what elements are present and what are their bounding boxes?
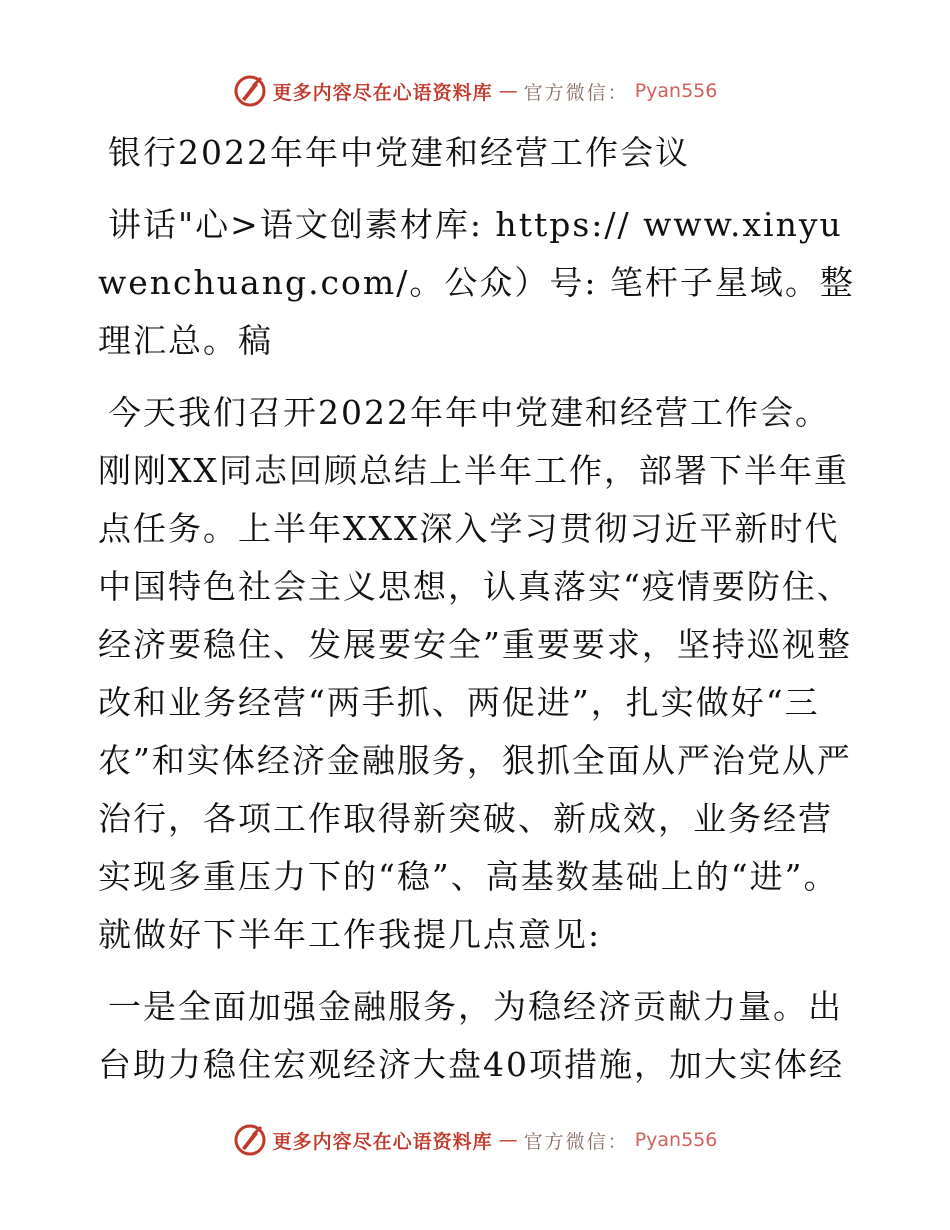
- watermark-wechat-id: Pyan556: [634, 1129, 718, 1151]
- watermark-dash: —: [498, 1129, 518, 1151]
- header-watermark: [0, 74, 950, 108]
- paragraph-1: 今天我们召开2022年年中党建和经营工作会。刚刚XX同志回顾总结上半年工作，部署下半年重点任务。上半年XXX深入学习贯彻习近平新时代中国特色社会主义思想，认真落实“疫情要防住、经济要稳住、发展要安全”重要要求，坚持巡视整改和业务经营“两手抓、两促进”，扎实做好“三农”和实体经济金融服务，狠抓全面从严治党从严治行，各项工作取得新突破、新成效，业务经营实现多重压力下的“稳”、高基数基础上的“进”。就做好下半年工作我提几点意见:: [98, 393, 852, 954]
- document-title: 银行2022年年中党建和经营工作会议: [108, 133, 690, 172]
- watermark-brand: 更多内容尽在心语资料库: [272, 1130, 493, 1153]
- document-body: [98, 124, 858, 1094]
- watermark-wechat-id: Pyan556: [634, 80, 718, 102]
- watermark-wechat-label: 官方微信：: [523, 81, 629, 104]
- quill-logo-icon: [233, 1123, 267, 1157]
- footer-watermark: [0, 1123, 950, 1157]
- watermark-brand: 更多内容尽在心语资料库: [272, 81, 493, 104]
- document-subtitle: 讲话"心>语文创素材库: https:// www.xinyuwenchuang.com/。公众）号: 笔杆子星域。整理汇总。稿: [98, 205, 855, 360]
- paragraph-2: 一是全面加强金融服务，为稳经济贡献力量。出台助力稳住宏观经济大盘40项措施，加大实体经: [98, 987, 844, 1084]
- quill-logo-icon: [233, 74, 267, 108]
- watermark-wechat-label: 官方微信：: [523, 1130, 629, 1153]
- watermark-dash: —: [498, 80, 518, 102]
